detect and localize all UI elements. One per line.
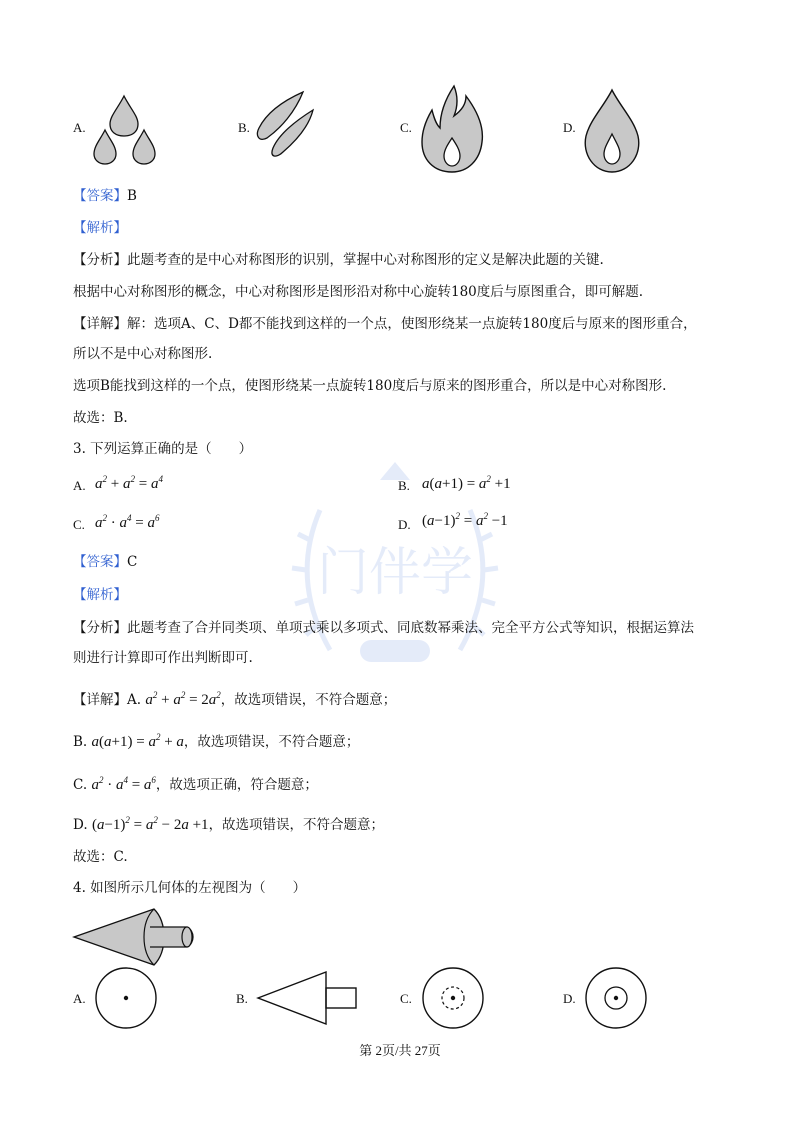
q2-detail-text1: 解：选项A、C、D都不能找到这样的一个点，使图形绕某一点旋转180度后与原来的图形重合， [127,316,697,332]
q3-analysis-line1 [73,618,694,638]
q3-answer-value: C [127,554,138,570]
q3-detail-a-formula: $a^2 + a^2 = 2a^2$ [145,690,221,708]
page-footer: 第 2页/共 27页 [359,1043,441,1058]
q2-answer-tag: 【答案】 [73,188,127,204]
q2-concept: 根据中心对称图形的概念，中心对称图形是图形沿对称中心旋转180度后与原图重合，即可解题. [73,284,644,300]
q4-option-d-figure [584,966,648,1030]
q3-option-d-formula: $(a-1)^2 = a^2 -1$ [422,511,508,529]
q4-option-a-figure [94,966,158,1030]
q3-detail-d-label: D. [73,817,88,833]
q4-option-c-label: C. [400,991,412,1006]
q4-solid-figure [72,907,197,967]
q2-option-b-label: B. [238,120,250,135]
q2-detail-line3: 选项B能找到这样的一个点，使图形绕某一点旋转180度后与原来的图形重合，所以是中心对称图形. [73,378,667,394]
q2-analysis-head: 【分析】 [73,252,127,268]
q2-detail-head: 【详解】 [73,316,127,332]
q3-detail-a-text: ，故选项错误，不符合题意； [220,692,397,708]
q3-detail-c-label: C. [73,777,88,793]
q2-option-c-label: C. [400,120,412,135]
q4-option-b-figure [256,970,360,1026]
q3-detail-d [73,810,384,835]
q3-option-a-label: A. [73,478,86,493]
q3-answer [73,552,137,572]
q2-answer-value: B [127,188,137,204]
q3-detail-a-label: A. [127,692,142,708]
q3-detail-d-formula: $(a-1)^2 = a^2 - 2a +1$ [91,815,209,833]
q3-detail-b-label: B. [73,734,88,750]
q4-option-b-label: B. [236,991,248,1006]
q3-detail-b-text: ，故选项错误，不符合题意； [183,734,360,750]
q2-option-d-label: D. [563,120,576,135]
q2-option-c-figure [418,84,488,176]
q3-analysis-tag: 【解析】 [73,587,127,603]
q4-option-a-label: A. [73,991,86,1006]
q4-option-c-figure [421,966,485,1030]
q3-answer-tag: 【答案】 [73,554,127,570]
q3-detail-c [73,770,318,795]
q3-analysis-text1: 此题考查了合并同类项、单项式乘以多项式、同底数幂乘法、完全平方公式等知识，根据运算法 [127,620,694,636]
q3-option-c-label: C. [73,517,85,532]
q3-detail-b-formula: $a(a+1) = a^2 + a$ [91,732,184,750]
q3-option-c-formula: $a^2 \cdot a^4 = a^6$ [95,513,160,531]
q3-detail-c-text: ，故选项正确，符合题意； [155,777,318,793]
q2-analysis [73,250,604,270]
q2-option-d-figure [578,88,650,176]
q4-stem: 4. 如图所示几何体的左视图为（ ） [73,880,307,896]
q3-choice: 故选：C. [73,849,128,865]
q2-analysis-tag: 【解析】 [73,220,127,236]
q3-option-b-label: B. [398,478,410,493]
q3-analysis-head: 【分析】 [73,620,127,636]
q2-option-b-figure [255,88,325,160]
q3-stem: 3. 下列运算正确的是（ ） [73,441,253,457]
q3-detail-d-text: ，故选项错误，不符合题意； [208,817,385,833]
q2-answer [73,186,137,206]
q3-detail-head: 【详解】 [73,692,127,708]
q4-option-d-label: D. [563,991,576,1006]
q2-detail-line2: 所以不是中心对称图形. [73,346,213,362]
q2-analysis-text: 此题考查的是中心对称图形的识别，掌握中心对称图形的定义是解决此题的关键. [127,252,604,268]
q3-detail-c-formula: $a^2 \cdot a^4 = a^6$ [91,775,156,793]
q2-detail-line1 [73,314,697,334]
q3-option-b-formula: $a(a+1) = a^2 +1$ [422,474,511,492]
q3-detail-b [73,727,359,752]
q2-option-a-label: A. [73,120,86,135]
q2-choice: 故选：B. [73,410,128,426]
q3-option-a-formula: $a^2 + a^2 = a^4$ [95,474,163,492]
q3-analysis-line2: 则进行计算即可作出判断即可. [73,650,253,666]
watermark-text: 门伴学 [316,543,474,603]
q3-option-d-label: D. [398,517,411,532]
q2-option-a-figure [88,94,163,166]
q3-detail-a [73,685,396,710]
